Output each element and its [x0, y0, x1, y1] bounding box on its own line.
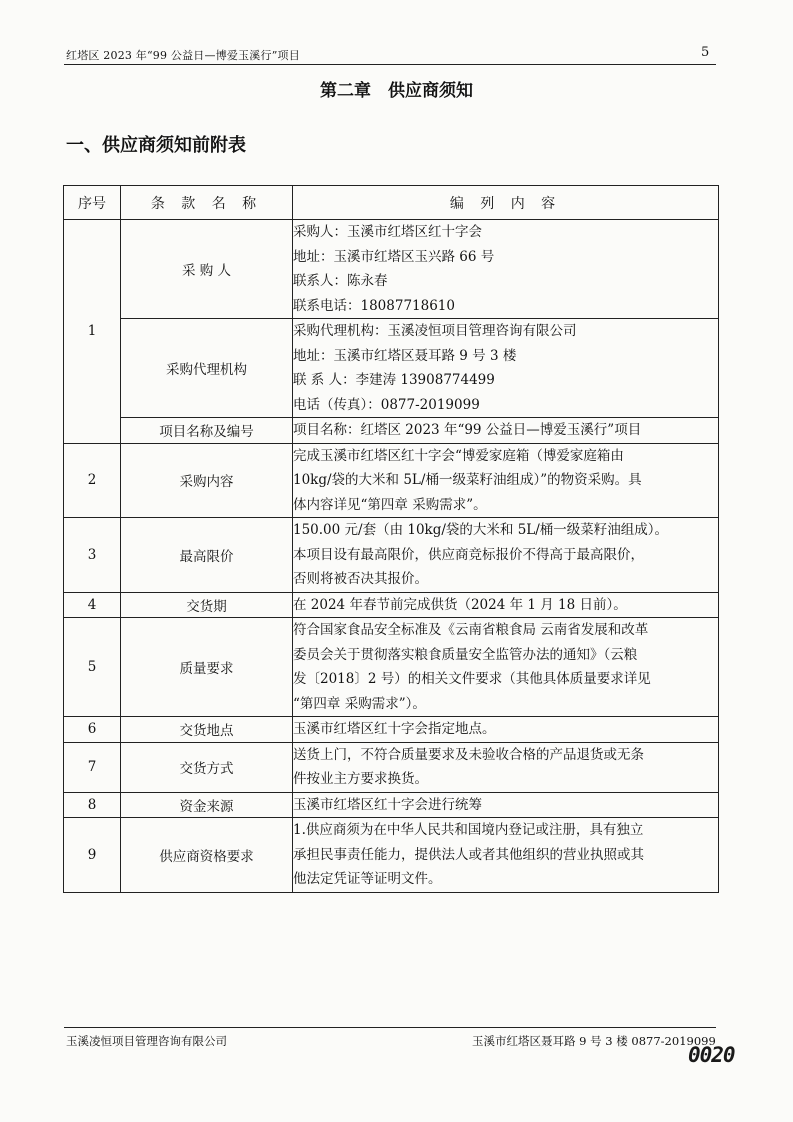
row-content: [293, 518, 719, 593]
content-line: 本项目设有最高限价，供应商竞标报价不得高于最高限价，: [293, 546, 644, 563]
content-line: 采购代理机构：玉溪凌恒项目管理咨询有限公司: [293, 323, 577, 339]
chapter-title: 第二章 供应商须知: [320, 81, 473, 101]
page-number: 5: [701, 45, 710, 60]
content-line: 送货上门，不符合质量要求及未验收合格的产品退货或无条: [293, 746, 644, 763]
row-content: [293, 418, 719, 444]
content-line: 联 系 人：李建涛 13908774499: [293, 372, 495, 388]
content-line: 他法定凭证等证明文件。: [293, 871, 442, 887]
content-line: 在 2024 年春节前完成供货（2024 年 1 月 18 日前）。: [293, 596, 627, 613]
table-header-row: [64, 186, 719, 220]
content-line: 委员会关于贯彻落实粮食质量安全监管办法的通知》（云粮: [293, 646, 638, 663]
row-item-name: 项目名称及编号: [121, 418, 293, 444]
content-line: 采购人：玉溪市红塔区红十字会: [293, 224, 482, 240]
content-line: 完成玉溪市红塔区红十字会“博爱家庭箱（博爱家庭箱由: [293, 447, 624, 464]
table-row: [64, 220, 719, 319]
table-row: [64, 319, 719, 418]
content-line: 10kg/袋的大米和 5L/桶一级菜籽油组成）”的物资采购。具: [293, 472, 642, 488]
table-row: [64, 618, 719, 717]
content-line: “第四章 采购需求”）。: [293, 695, 426, 712]
content-line: 否则将被否决其报价。: [293, 571, 428, 587]
content-line: 1.供应商须为在中华人民共和国境内登记或注册，具有独立: [293, 822, 644, 838]
row-number: 1: [64, 220, 121, 444]
footer-rule: [64, 1027, 716, 1028]
content-line: 件按业主方要求换货。: [293, 771, 428, 787]
content-line: 承担民事责任能力，提供法人或者其他组织的营业执照或其: [293, 846, 644, 863]
row-number: 2: [64, 443, 121, 518]
row-number: 9: [64, 818, 121, 893]
row-item-name: 交货地点: [121, 717, 293, 743]
row-content: [293, 818, 719, 893]
content-line: 符合国家食品安全标准及《云南省粮食局 云南省发展和改革: [293, 622, 649, 638]
row-item-name: 质量要求: [121, 618, 293, 717]
row-content: [293, 717, 719, 743]
row-content: [293, 220, 719, 319]
row-number: 8: [64, 792, 121, 818]
content-line: 发〔2018〕2 号）的相关文件要求（其他具体质量要求详见: [293, 671, 651, 687]
running-header-title: 红塔区 2023 年“99 公益日—博爱玉溪行”项目: [66, 49, 300, 62]
row-content: [293, 443, 719, 518]
content-line: 玉溪市红塔区红十字会指定地点。: [293, 721, 496, 737]
row-item-name: 采 购 人: [121, 220, 293, 319]
table-row: [64, 818, 719, 893]
table-row: [64, 717, 719, 743]
table-row: [64, 792, 719, 818]
content-line: 地址：玉溪市红塔区聂耳路 9 号 3 楼: [293, 347, 517, 364]
content-line: 联系电话：18087718610: [293, 297, 455, 314]
table-row: [64, 592, 719, 618]
row-content: [293, 618, 719, 717]
content-line: 150.00 元/套（由 10kg/袋的大米和 5L/桶一级菜籽油组成）。: [293, 522, 669, 538]
page-stamp-number: 0020: [688, 1043, 735, 1067]
content-line: 项目名称：红塔区 2023 年“99 公益日—博爱玉溪行”项目: [293, 422, 642, 438]
supplier-notice-table: [63, 185, 719, 893]
row-item-name: 最高限价: [121, 518, 293, 593]
header-cell-content: 编 列 内 容: [293, 186, 719, 220]
content-line: 联系人：陈永春: [293, 273, 388, 289]
content-line: 电话（传真）：0877-2019099: [293, 396, 480, 413]
row-content: [293, 742, 719, 792]
row-content: [293, 319, 719, 418]
table-row: [64, 418, 719, 444]
table-row: [64, 742, 719, 792]
table-row: [64, 518, 719, 593]
row-number: 3: [64, 518, 121, 593]
row-content: [293, 592, 719, 618]
footer-address: 玉溪市红塔区聂耳路 9 号 3 楼 0877-2019099: [472, 1034, 716, 1048]
row-number: 5: [64, 618, 121, 717]
row-item-name: 采购代理机构: [121, 319, 293, 418]
section-title: 一、供应商须知前附表: [66, 135, 246, 156]
header-cell-no: 序号: [64, 186, 121, 220]
header-rule: [64, 64, 716, 65]
table-row: [64, 443, 719, 518]
row-item-name: 资金来源: [121, 792, 293, 818]
row-item-name: 交货期: [121, 592, 293, 618]
content-line: 体内容详见“第四章 采购需求”。: [293, 496, 487, 513]
footer-company: 玉溪凌恒项目管理咨询有限公司: [66, 1034, 227, 1048]
content-line: 玉溪市红塔区红十字会进行统筹: [293, 796, 482, 813]
row-number: 6: [64, 717, 121, 743]
row-number: 4: [64, 592, 121, 618]
header-cell-item-name: 条 款 名 称: [121, 186, 293, 220]
row-number: 7: [64, 742, 121, 792]
row-item-name: 采购内容: [121, 443, 293, 518]
row-content: [293, 792, 719, 818]
content-line: 地址：玉溪市红塔区玉兴路 66 号: [293, 248, 495, 265]
row-item-name: 供应商资格要求: [121, 818, 293, 893]
row-item-name: 交货方式: [121, 742, 293, 792]
